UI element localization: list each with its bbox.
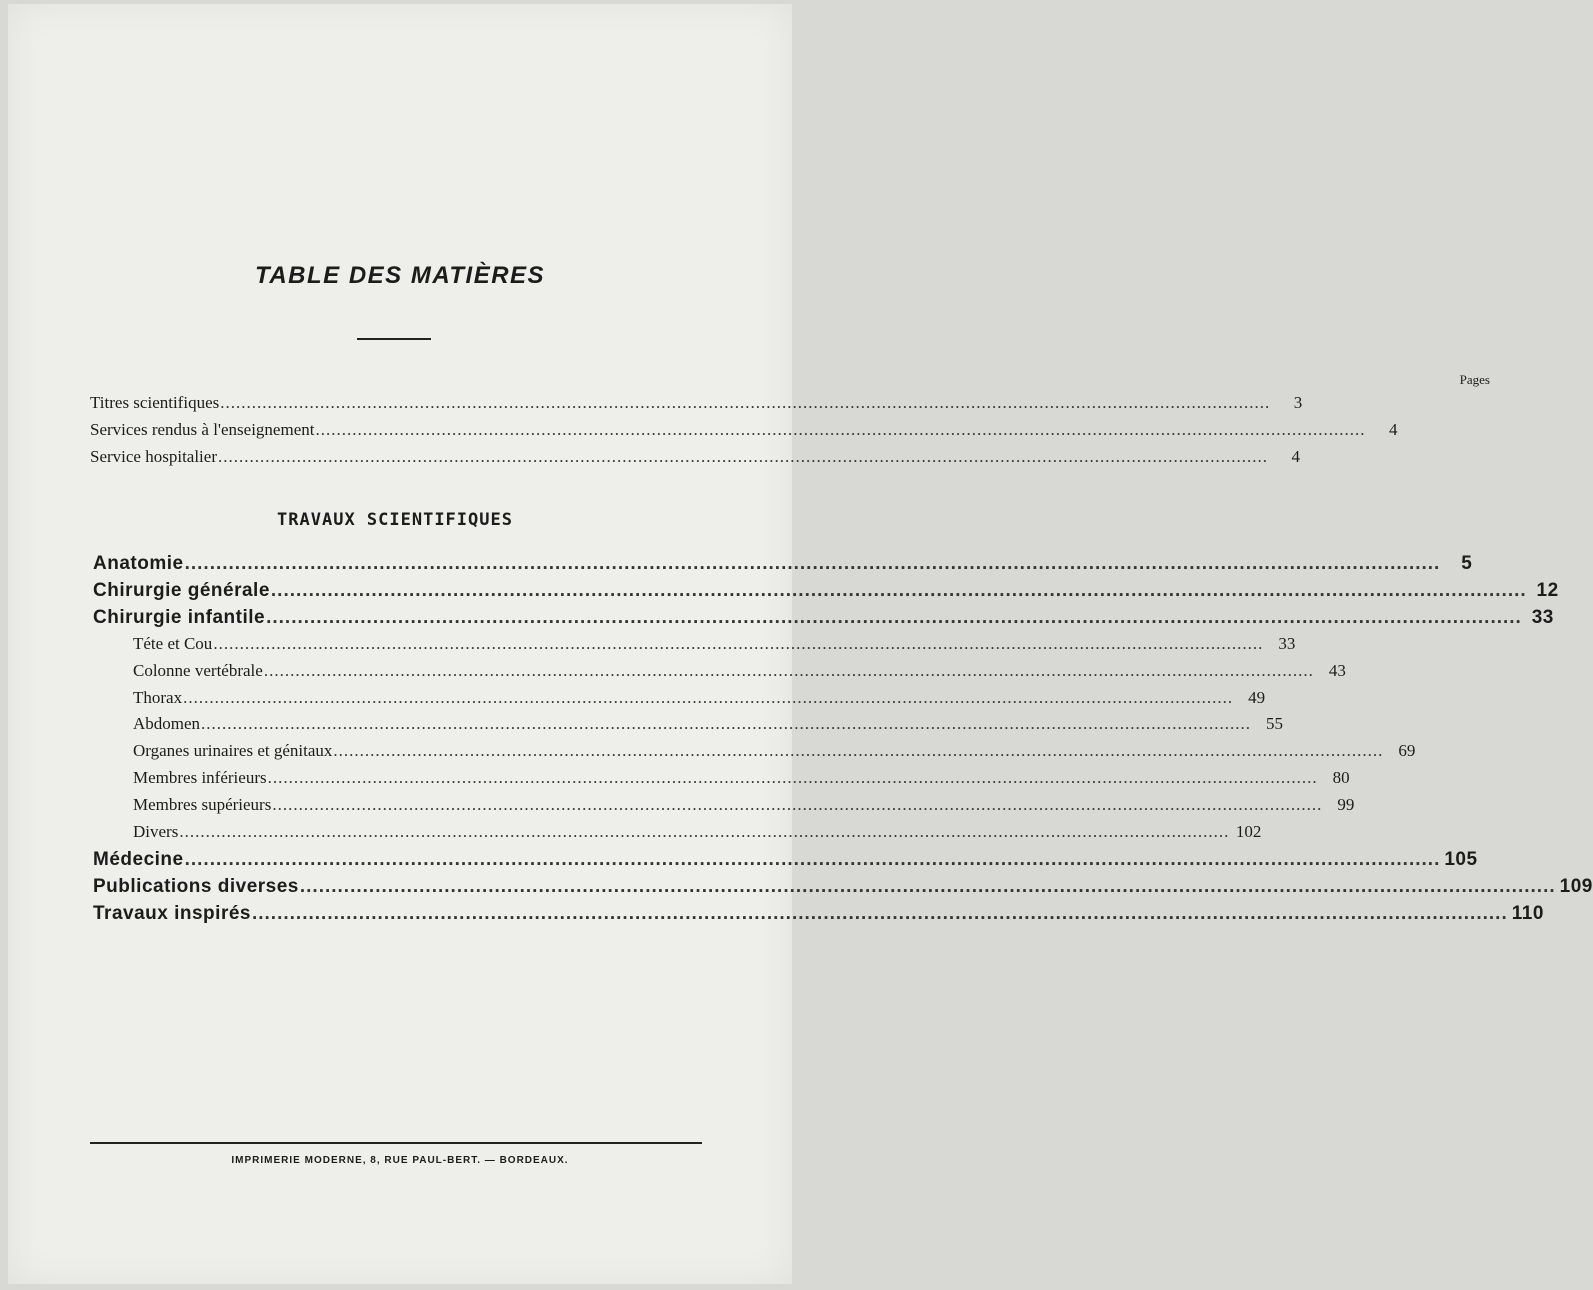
- dot-leader: ........................................................................................................................................................................................................: [267, 768, 1318, 788]
- toc-entry: [93, 902, 1544, 925]
- toc-entry-page: 43: [1328, 660, 1346, 680]
- toc-entry: [93, 848, 1478, 871]
- toc-entry: [133, 633, 1296, 654]
- toc-entry-title: Médecine: [93, 848, 184, 870]
- toc-entry-page: 12: [1536, 579, 1559, 601]
- toc-entry-page: 4: [1388, 420, 1398, 439]
- toc-entry: [133, 768, 1350, 788]
- toc-entry: [133, 795, 1355, 815]
- toc-entry: [133, 687, 1266, 708]
- toc-entry: [93, 553, 1473, 575]
- toc-entry-page: 4: [1291, 447, 1300, 466]
- dot-leader: ........................................................................................................................................................................................................: [201, 714, 1252, 734]
- toc-entry-title: Téte et Cou: [133, 633, 213, 653]
- dot-leader: ........................................................................................................................................................................................................: [299, 875, 1556, 897]
- toc-entry-title: Membres supérieurs: [133, 795, 272, 815]
- section-heading: TRAVAUX SCIENTIFIQUES: [277, 510, 513, 530]
- toc-entry-page: 109: [1559, 875, 1593, 897]
- toc-entry-title: Divers: [133, 822, 179, 841]
- toc-entry-title: Thorax: [133, 687, 183, 707]
- toc-entry-page: 80: [1332, 768, 1350, 788]
- dot-leader: ........................................................................................................................................................................................................: [183, 687, 1234, 707]
- dot-leader: ........................................................................................................................................................................................................: [251, 902, 1508, 924]
- toc-entry-title: Travaux inspirés: [93, 902, 251, 924]
- toc-entry-page: 99: [1337, 795, 1355, 815]
- toc-entry: [133, 822, 1262, 842]
- toc-entry-title: Titres scientifiques: [90, 393, 220, 412]
- title-rule: [357, 338, 431, 340]
- toc-entry-page: 5: [1461, 553, 1473, 574]
- dot-leader: ........................................................................................................................................................................................................: [266, 606, 1522, 628]
- toc-entry-page: 105: [1444, 848, 1478, 870]
- toc-entry-page: 55: [1266, 714, 1284, 734]
- toc-entry-page: 33: [1531, 606, 1554, 628]
- toc-entry-title: Organes urinaires et génitaux: [133, 741, 333, 761]
- footer-rule: [90, 1142, 702, 1144]
- dot-leader: ........................................................................................................................................................................................................: [179, 822, 1230, 841]
- toc-entry-title: Abdomen: [133, 714, 201, 734]
- toc-entry-page: 49: [1248, 687, 1266, 707]
- toc-entry-title: Services rendus à l'enseignement: [90, 420, 315, 439]
- toc-entry-title: Chirurgie générale: [93, 579, 270, 601]
- toc-entry-page: 102: [1235, 822, 1262, 841]
- toc-entry: [90, 420, 1398, 440]
- dot-leader: ........................................................................................................................................................................................................: [184, 553, 1441, 574]
- dot-leader: ........................................................................................................................................................................................................: [184, 848, 1441, 870]
- dot-leader: ........................................................................................................................................................................................................: [220, 393, 1271, 412]
- toc-entry-page: 3: [1293, 393, 1303, 412]
- dot-leader: ........................................................................................................................................................................................................: [270, 579, 1527, 601]
- dot-leader: ........................................................................................................................................................................................................: [213, 633, 1264, 653]
- toc-entry: [133, 660, 1346, 681]
- toc-entry-title: Membres inférieurs: [133, 768, 267, 788]
- toc-entry: [90, 393, 1303, 413]
- toc-entry: [90, 447, 1300, 467]
- toc-entry: [133, 714, 1284, 734]
- toc-entry-title: Service hospitalier: [90, 447, 217, 466]
- toc-entry-title: Chirurgie infantile: [93, 606, 266, 628]
- toc-entry: [93, 579, 1559, 602]
- dot-leader: ........................................................................................................................................................................................................: [272, 795, 1323, 815]
- dot-leader: ........................................................................................................................................................................................................: [218, 447, 1268, 466]
- toc-entry: [93, 606, 1554, 629]
- toc-entry-page: 69: [1398, 741, 1416, 761]
- imprint-line: IMPRIMERIE MODERNE, 8, RUE PAUL-BERT. — BORDEAUX.: [231, 1155, 569, 1166]
- dot-leader: ........................................................................................................................................................................................................: [315, 420, 1366, 439]
- toc-entry-page: 110: [1511, 902, 1544, 924]
- toc-entry-page: 33: [1278, 633, 1296, 653]
- dot-leader: ........................................................................................................................................................................................................: [263, 660, 1314, 680]
- toc-entry-title: Anatomie: [93, 553, 184, 574]
- dot-leader: ........................................................................................................................................................................................................: [333, 741, 1384, 761]
- toc-entry: [133, 741, 1416, 761]
- page-title: TABLE DES MATIÈRES: [254, 262, 546, 289]
- pages-column-label: Pages: [1459, 372, 1490, 387]
- toc-entry: [93, 875, 1593, 898]
- toc-entry-title: Colonne vertébrale: [133, 660, 263, 680]
- toc-entry-title: Publications diverses: [93, 875, 299, 897]
